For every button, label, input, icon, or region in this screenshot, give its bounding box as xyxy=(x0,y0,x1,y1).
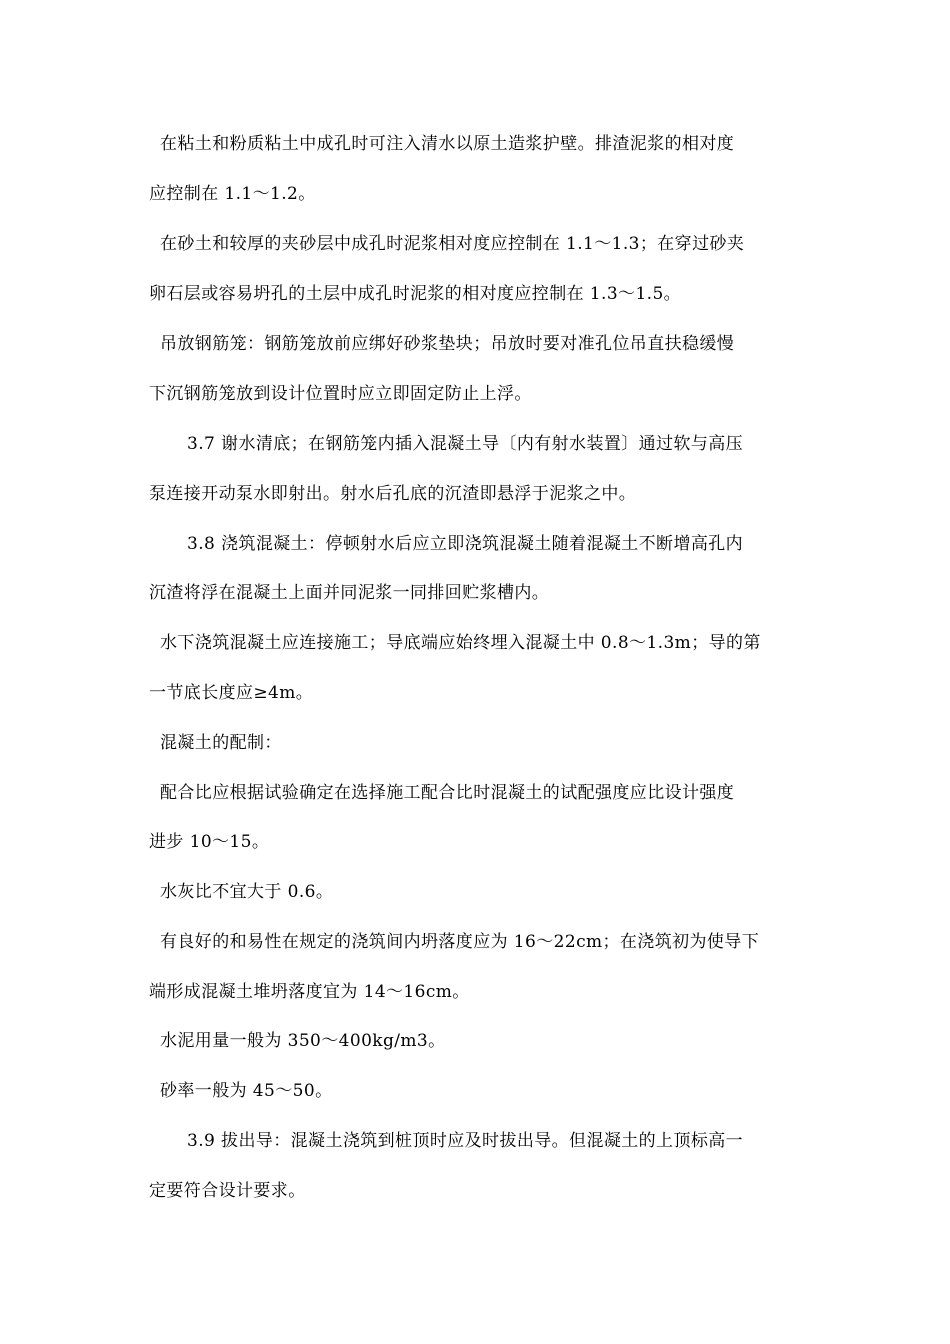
text-line: 在粘土和粉质粘土中成孔时可注入清水以原土造浆护壁。排渣泥浆的相对度 xyxy=(160,134,735,154)
text-line: 砂率一般为 45～50。 xyxy=(160,1081,333,1101)
text-line: 在砂土和较厚的夹砂层中成孔时泥浆相对度应控制在 1.1～1.3；在穿过砂夹 xyxy=(160,234,745,254)
text-line: 应控制在 1.1～1.2。 xyxy=(149,184,316,204)
text-line: 有良好的和易性在规定的浇筑间内坍落度应为 16～22cm；在浇筑初为使导下 xyxy=(160,932,760,952)
section-heading-line: 3.9 拔出导：混凝土浇筑到桩顶时应及时拔出导。但混凝土的上顶标高一 xyxy=(187,1131,744,1151)
text-line: 进步 10～15。 xyxy=(149,832,270,852)
section-heading-line: 3.7 谢水清底；在钢筋笼内插入混凝土导〔内有射水装置〕通过软与高压 xyxy=(187,434,744,454)
text-line: 水灰比不宜大于 0.6。 xyxy=(160,882,334,902)
text-line: 定要符合设计要求。 xyxy=(149,1181,306,1201)
text-line: 一节底长度应≥4m。 xyxy=(149,683,314,703)
text-line: 端形成混凝土堆坍落度宜为 14～16cm。 xyxy=(149,982,470,1002)
text-line: 卵石层或容易坍孔的土层中成孔时泥浆的相对度应控制在 1.3～1.5。 xyxy=(149,284,682,304)
text-line: 水下浇筑混凝土应连接施工；导底端应始终埋入混凝土中 0.8～1.3m；导的第 xyxy=(160,633,761,653)
text-line: 泵连接开动泵水即射出。射水后孔底的沉渣即悬浮于泥浆之中。 xyxy=(149,484,637,504)
text-line: 水泥用量一般为 350～400kg/m3。 xyxy=(160,1031,446,1051)
section-heading-line: 3.8 浇筑混凝土：停顿射水后应立即浇筑混凝土随着混凝土不断增高孔内 xyxy=(187,534,744,554)
text-line: 下沉钢筋笼放到设计位置时应立即固定防止上浮。 xyxy=(149,384,532,404)
text-line: 沉渣将浮在混凝土上面并同泥浆一同排回贮浆槽内。 xyxy=(149,583,550,603)
text-line: 混凝土的配制： xyxy=(160,733,282,753)
text-line: 配合比应根据试验确定在选择施工配合比时混凝土的试配强度应比设计强度 xyxy=(160,783,735,803)
text-line: 吊放钢筋笼：钢筋笼放前应绑好砂浆垫块；吊放时要对准孔位吊直扶稳缓慢 xyxy=(160,334,735,354)
